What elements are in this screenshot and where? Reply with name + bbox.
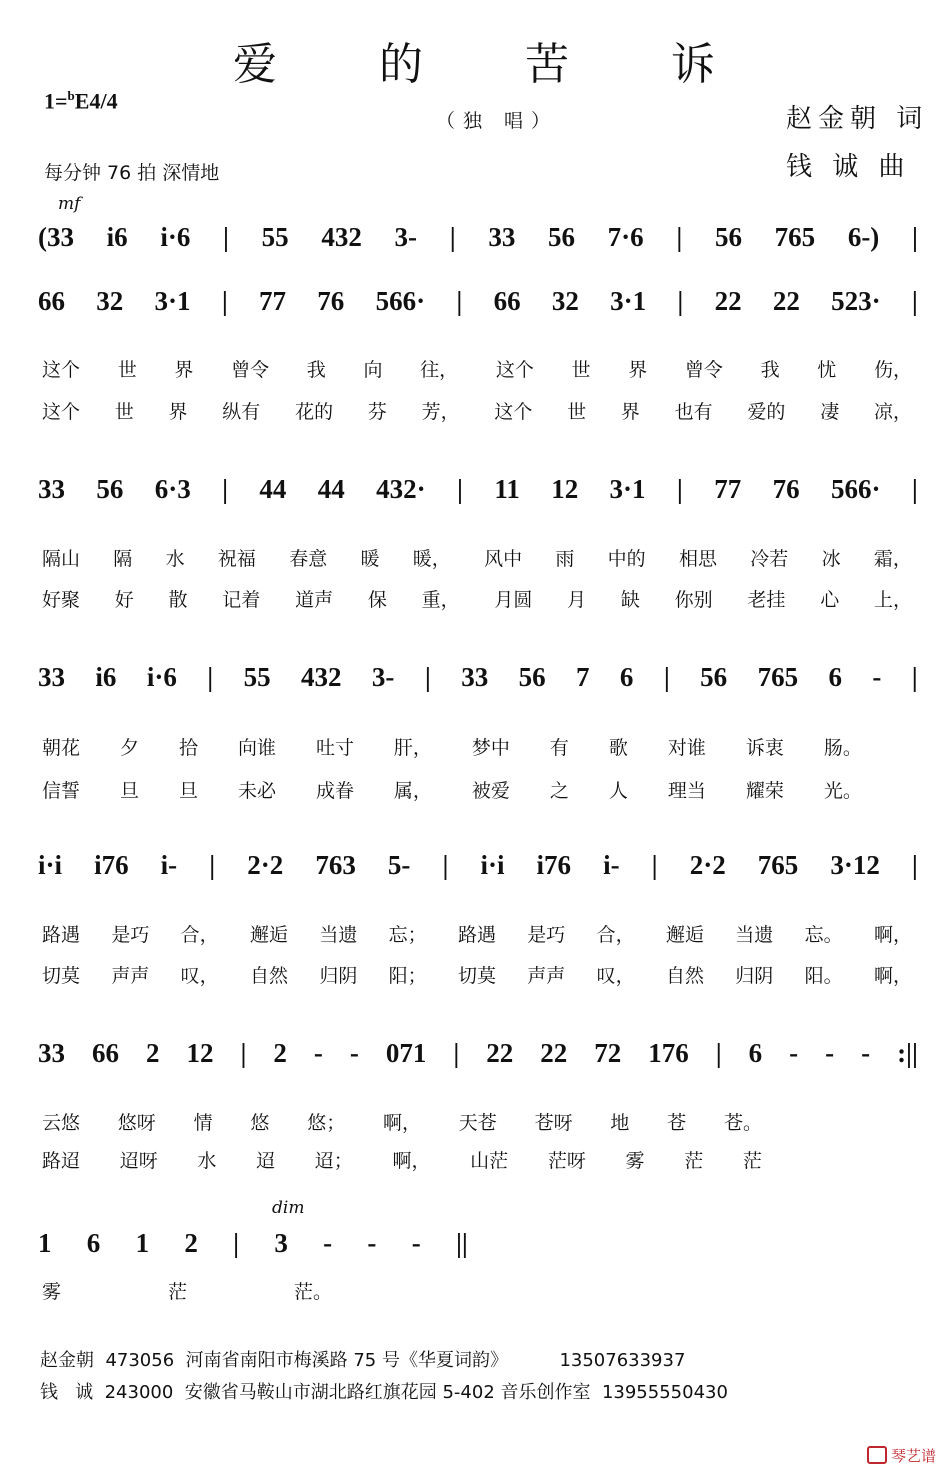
lyric-word: 啊， (382, 1112, 421, 1134)
lyric-word: 阳； (388, 965, 427, 987)
lyric-word: 归阴 (735, 965, 774, 987)
notation-group: 32 (551, 286, 579, 316)
notation-group: | (424, 662, 431, 692)
logo-icon (867, 1446, 887, 1464)
notation-group: 432 (301, 662, 342, 692)
lyric-word: 祝福 (217, 548, 256, 570)
notation-group: 11 (494, 474, 520, 504)
notation-group: 56 (518, 662, 546, 692)
lyric-word: 这个 (42, 359, 81, 381)
lyric-word: 对谁 (667, 737, 706, 759)
lyric-word: 凄 (820, 401, 840, 423)
notation-group: 176 (648, 1038, 689, 1068)
lyric-row (42, 355, 912, 382)
lyric-word: 夕 (119, 737, 139, 759)
notation-group: i- (160, 850, 178, 880)
lyric-word: 好聚 (42, 589, 81, 611)
lyric-word: 这个 (494, 401, 533, 423)
lyric-word: 之 (549, 780, 569, 802)
notation-group: 22 (772, 286, 800, 316)
lyric-word: 合， (596, 924, 635, 946)
lyric-row (42, 1146, 762, 1173)
notation-group: 77 (714, 474, 742, 504)
notation-group: - (411, 1228, 421, 1258)
lyric-row (42, 397, 912, 424)
lyric-word: 水 (197, 1150, 217, 1172)
lyric-word: 凉， (873, 401, 912, 423)
lyric-word: 纵有 (222, 401, 261, 423)
notation-group: - (349, 1038, 359, 1068)
dynamic-dim: dim (272, 1198, 305, 1218)
notation-group: 6-) (847, 222, 880, 252)
notation-group: | (715, 1038, 722, 1068)
lyric-word: 切莫 (42, 965, 81, 987)
lyric-row (42, 733, 862, 760)
lyric-word: 界 (628, 359, 648, 381)
notation-row (38, 286, 918, 317)
notation-group: 3 (274, 1228, 288, 1258)
notation-group: | (663, 662, 670, 692)
notation-group: 2 (184, 1228, 198, 1258)
lyric-word: 冰 (821, 548, 841, 570)
notation-group: 76 (772, 474, 800, 504)
notation-group: - (825, 1038, 835, 1068)
lyric-word: 茫 (684, 1150, 704, 1172)
lyric-word: 声声 (111, 965, 150, 987)
lyric-row (42, 920, 912, 947)
lyric-word: 隔 (113, 548, 133, 570)
lyric-word: 世 (571, 359, 591, 381)
notation-group: | (449, 222, 456, 252)
lyric-word: 心 (820, 589, 840, 611)
tempo-marking: 每分钟 76 拍 深情地 (44, 162, 220, 184)
notation-group: - (861, 1038, 871, 1068)
lyric-row (42, 544, 912, 571)
notation-group: 22 (486, 1038, 514, 1068)
lyric-word: 自然 (665, 965, 704, 987)
lyric-word: 道声 (295, 589, 334, 611)
notation-row (38, 474, 918, 505)
lyric-word: 是巧 (527, 924, 566, 946)
lyric-word: 雾 (625, 1150, 645, 1172)
lyric-word: 自然 (249, 965, 288, 987)
lyric-word: 肝， (393, 737, 432, 759)
lyric-word: 啊， (392, 1150, 431, 1172)
lyric-word: 世 (117, 359, 137, 381)
notation-group: | (223, 222, 229, 252)
notation-group: 523· (831, 286, 881, 316)
lyric-word: 霜， (873, 548, 912, 570)
lyric-word: 合， (180, 924, 219, 946)
lyric-word: 当遗 (319, 924, 358, 946)
notation-group: | (911, 474, 918, 504)
notation-group: 7 (576, 662, 590, 692)
notation-group: 432 (321, 222, 362, 252)
notation-group: | (221, 286, 228, 316)
lyric-word: 我 (306, 359, 326, 381)
composer-credit: 钱 诚 曲 (786, 152, 911, 182)
notation-row (38, 662, 918, 693)
lyric-word: 相思 (678, 548, 717, 570)
notation-group: 76 (317, 286, 345, 316)
notation-group: | (222, 474, 229, 504)
notation-group: i·i (480, 850, 505, 880)
lyric-word: 世 (567, 401, 587, 423)
notation-group: 32 (96, 286, 124, 316)
lyric-word: 是巧 (111, 924, 150, 946)
notation-group: 432· (376, 474, 426, 504)
lyricist-credit: 赵金朝 词 (786, 104, 929, 134)
lyric-word: 芬 (367, 401, 387, 423)
notation-group: i·6 (160, 222, 191, 252)
notation-group: 33 (38, 474, 65, 504)
lyric-word: 迢 (256, 1150, 276, 1172)
lyric-word: 风中 (484, 548, 523, 570)
lyric-word: 拾 (178, 737, 198, 759)
notation-group: 765 (757, 850, 799, 880)
notation-group: i6 (95, 662, 117, 692)
performance-note: （独 唱） (436, 110, 559, 132)
notation-group: 3·1 (609, 474, 646, 504)
notation-group: 3- (371, 662, 395, 692)
key-rest: E4/4 (74, 88, 118, 114)
lyric-word: 吐寸 (315, 737, 354, 759)
notation-row (38, 1038, 918, 1069)
lyric-word: 信誓 (42, 780, 81, 802)
lyric-word: 山茫 (470, 1150, 509, 1172)
lyric-word: 迢呀 (119, 1150, 158, 1172)
lyric-word: 也有 (674, 401, 713, 423)
notation-group: 66 (38, 286, 65, 316)
watermark-text: 琴艺谱 (890, 1447, 936, 1465)
notation-group: 44 (317, 474, 345, 504)
notation-group: 33 (461, 662, 489, 692)
lyric-word: 界 (174, 359, 194, 381)
notation-group: 77 (259, 286, 287, 316)
notation-group: - (367, 1228, 377, 1258)
notation-group: 22 (714, 286, 742, 316)
song-title: 爱 的 苦 诉 (233, 39, 759, 90)
notation-group: 12 (551, 474, 579, 504)
notation-group: 3- (394, 222, 418, 252)
notation-group: i76 (536, 850, 572, 880)
lyric-word: 归阴 (319, 965, 358, 987)
lyric-word: 忧 (817, 359, 837, 381)
lyric-word: 上， (873, 589, 912, 611)
lyric-word: 未必 (237, 780, 276, 802)
dynamic-mf: mf (58, 194, 81, 214)
lyric-word: 路迢 (42, 1150, 81, 1172)
lyric-word: 茫。 (293, 1281, 332, 1303)
notation-group: | (453, 1038, 460, 1068)
notation-group: i6 (106, 222, 128, 252)
notation-row (38, 1228, 468, 1259)
notation-group: | (456, 286, 463, 316)
key-flat: b (67, 88, 75, 103)
lyric-word: 啊， (873, 924, 912, 946)
lyric-word: 路遇 (42, 924, 81, 946)
lyric-word: 叹， (180, 965, 219, 987)
lyric-word: 爱的 (747, 401, 786, 423)
notation-group: 66 (91, 1038, 119, 1068)
notation-group: 566· (375, 286, 426, 316)
notation-group: 3·1 (154, 286, 191, 316)
notation-group: 071 (385, 1038, 427, 1068)
lyric-word: 成眷 (315, 780, 354, 802)
notation-group: | (240, 1038, 247, 1068)
lyric-word: 记着 (222, 589, 261, 611)
lyric-word: 重， (421, 589, 460, 611)
lyric-word: 你别 (674, 589, 713, 611)
notation-group: 56 (714, 222, 742, 252)
lyric-word: 切莫 (457, 965, 496, 987)
lyric-word: 路遇 (457, 924, 496, 946)
notation-group: 12 (186, 1038, 214, 1068)
notation-group: 765 (774, 222, 816, 252)
contact-lyricist: 赵金朝 473056 河南省南阳市梅溪路 75 号《华夏词韵》 13507633937 (40, 1350, 686, 1371)
notation-group: 6 (619, 662, 634, 692)
lyric-word: 耀荣 (745, 780, 784, 802)
notation-group: 56 (547, 222, 575, 252)
lyric-word: 好 (114, 589, 134, 611)
lyric-word: 老挂 (747, 589, 786, 611)
lyric-word: 梦中 (471, 737, 510, 759)
lyric-word: 旦 (178, 780, 198, 802)
notation-group: 44 (259, 474, 287, 504)
lyric-word: 邂逅 (249, 924, 288, 946)
lyric-word: 雾 (42, 1281, 62, 1303)
notation-group: 66 (493, 286, 521, 316)
notation-group: i76 (94, 850, 129, 880)
lyric-word: 声声 (527, 965, 566, 987)
lyric-word: 这个 (42, 401, 81, 423)
lyric-word: 春意 (289, 548, 328, 570)
notation-group: 1 (135, 1228, 150, 1258)
notation-group: 33 (488, 222, 516, 252)
notation-group: | (233, 1228, 240, 1258)
lyric-word: 散 (168, 589, 188, 611)
lyric-word: 忘。 (804, 924, 843, 946)
lyric-word: 光。 (823, 780, 862, 802)
notation-group: 2 (273, 1038, 287, 1068)
lyric-word: 界 (620, 401, 640, 423)
lyric-word: 天苍 (458, 1112, 497, 1134)
notation-group: 33 (38, 1038, 65, 1068)
notation-group: | (651, 850, 658, 880)
notation-group: | (207, 662, 214, 692)
notation-group: 2·2 (247, 850, 284, 880)
lyric-word: 芳， (421, 401, 460, 423)
lyric-word: 保 (367, 589, 387, 611)
lyric-word: 向 (363, 359, 383, 381)
lyric-row (42, 585, 912, 612)
notation-group: | (457, 474, 463, 504)
lyric-word: 地 (610, 1112, 630, 1134)
lyric-word: 人 (608, 780, 628, 802)
notation-group: (33 (38, 222, 74, 252)
lyric-word: 歌 (608, 737, 628, 759)
lyric-row (42, 776, 862, 803)
lyric-word: 月圆 (494, 589, 533, 611)
lyric-word: 悠； (307, 1112, 346, 1134)
lyric-word: 诉衷 (745, 737, 784, 759)
notation-group: 6 (748, 1038, 763, 1068)
notation-group: 6 (86, 1228, 101, 1258)
lyric-word: 悠 (250, 1112, 270, 1134)
lyric-word: 忘； (388, 924, 427, 946)
lyric-word: 悠呀 (117, 1112, 156, 1134)
notation-row (38, 850, 918, 881)
lyric-word: 水 (165, 548, 185, 570)
notation-group: 2·2 (689, 850, 726, 880)
lyric-word: 邂逅 (665, 924, 704, 946)
lyric-word: 苍呀 (534, 1112, 573, 1134)
notation-group: 55 (261, 222, 289, 252)
notation-group: 6·3 (154, 474, 191, 504)
lyric-word: 暖 (360, 548, 380, 570)
notation-group: i·i (38, 850, 63, 880)
notation-group: 3·1 (610, 286, 647, 316)
notation-group: | (677, 286, 684, 316)
lyric-word: 伤， (873, 359, 912, 381)
lyric-word: 迢； (314, 1150, 353, 1172)
lyric-word: 往， (420, 359, 459, 381)
lyric-word: 啊， (873, 965, 912, 987)
lyric-word: 世 (114, 401, 134, 423)
lyric-word: 苍 (667, 1112, 687, 1134)
notation-group: 22 (540, 1038, 568, 1068)
notation-group: - (872, 662, 882, 692)
key-prefix: 1= (44, 88, 68, 114)
notation-group: - (789, 1038, 799, 1068)
lyric-word: 理当 (667, 780, 706, 802)
key-signature (44, 88, 118, 114)
lyric-row (42, 961, 912, 988)
lyric-word: 隔山 (42, 548, 81, 570)
lyric-row (42, 1277, 332, 1304)
notation-group: | (911, 286, 918, 316)
notation-group: - (313, 1038, 323, 1068)
lyric-word: 这个 (495, 359, 534, 381)
lyric-word: 茫 (167, 1281, 187, 1303)
lyric-word: 暖， (412, 548, 451, 570)
notation-group: | (911, 662, 918, 692)
notation-group: i·6 (146, 662, 177, 692)
notation-group: | (911, 850, 918, 880)
notation-group: :|| (897, 1038, 918, 1068)
lyric-word: 云悠 (42, 1112, 81, 1134)
lyric-word: 中的 (607, 548, 646, 570)
lyric-word: 被爱 (471, 780, 510, 802)
lyric-word: 月 (567, 589, 587, 611)
notation-group: 2 (145, 1038, 160, 1068)
lyric-word: 曾令 (684, 359, 723, 381)
notation-group: 55 (243, 662, 271, 692)
lyric-word: 茫 (742, 1150, 762, 1172)
notation-group: | (442, 850, 449, 880)
lyric-word: 雨 (555, 548, 575, 570)
notation-group: 765 (757, 662, 799, 692)
lyric-word: 旦 (119, 780, 139, 802)
lyric-word: 当遗 (735, 924, 774, 946)
lyric-word: 花的 (295, 401, 334, 423)
lyric-word: 缺 (620, 589, 640, 611)
lyric-word: 曾令 (231, 359, 270, 381)
notation-group: 6 (828, 662, 842, 692)
lyric-word: 我 (760, 359, 780, 381)
lyric-word: 向谁 (237, 737, 276, 759)
lyric-word: 有 (549, 737, 569, 759)
notation-group: 7·6 (607, 222, 644, 252)
notation-row (38, 222, 918, 253)
notation-group: 56 (700, 662, 728, 692)
notation-group: 566· (830, 474, 881, 504)
notation-group: | (676, 474, 683, 504)
lyric-word: 苍。 (723, 1112, 762, 1134)
notation-group: | (209, 850, 216, 880)
lyric-word: 朝花 (42, 737, 81, 759)
notation-group: | (911, 222, 918, 252)
lyric-word: 冷若 (750, 548, 789, 570)
notation-group: i- (603, 850, 620, 880)
notation-group: 5- (387, 850, 411, 880)
notation-group: 33 (38, 662, 65, 692)
lyric-word: 阳。 (804, 965, 843, 987)
lyric-word: 叹， (596, 965, 635, 987)
lyric-word: 茫呀 (547, 1150, 586, 1172)
notation-group: - (323, 1228, 333, 1258)
lyric-word: 界 (168, 401, 188, 423)
notation-group: 56 (96, 474, 124, 504)
notation-group: 1 (38, 1228, 52, 1258)
notation-group: || (455, 1228, 468, 1258)
notation-group: 763 (315, 850, 356, 880)
lyric-row (42, 1108, 762, 1135)
lyric-word: 肠。 (823, 737, 862, 759)
notation-group: 72 (594, 1038, 622, 1068)
lyric-word: 情 (193, 1112, 213, 1134)
contact-composer: 钱 诚 243000 安徽省马鞍山市湖北路红旗花园 5-402 音乐创作室 13955550430 (40, 1382, 728, 1403)
site-logo (867, 1445, 936, 1466)
notation-group: | (676, 222, 683, 252)
lyric-word: 属， (393, 780, 432, 802)
notation-group: 3·12 (830, 850, 880, 880)
